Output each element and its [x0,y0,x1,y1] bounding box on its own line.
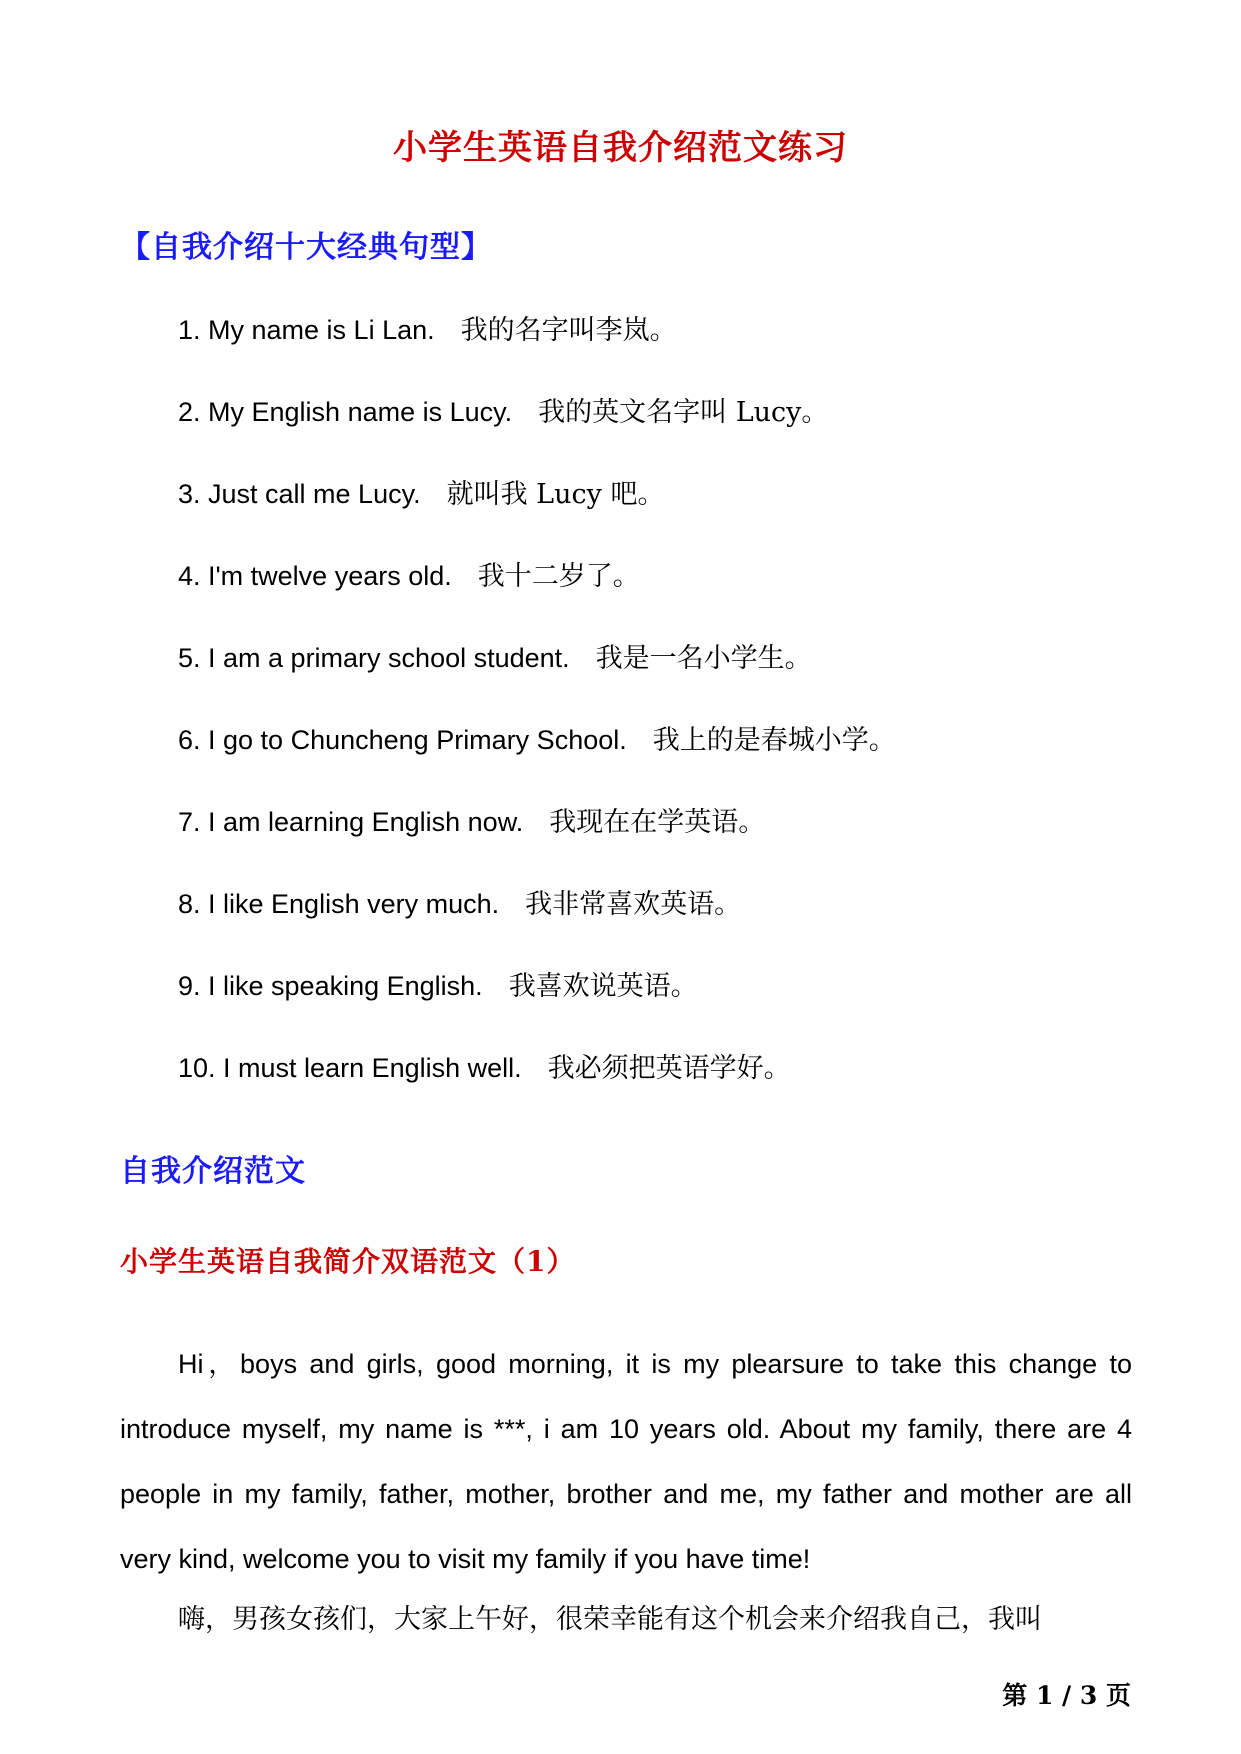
sentence-english: 2. My English name is Lucy. [178,397,513,427]
list-item [178,310,896,392]
sentence-english: 4. I'm twelve years old. [178,561,452,591]
list-item [178,884,896,966]
sentence-english: 9. I like speaking English. [178,971,483,1001]
list-item [178,474,896,556]
list-item [178,966,896,1048]
sentence-english: 5. I am a primary school student. [178,643,570,673]
sentence-english: 10. I must learn English well. [178,1053,522,1083]
sentence-english: 7. I am learning English now. [178,807,524,837]
list-item [178,638,896,720]
sentence-chinese: 我的英文名字叫 Lucy。 [538,397,829,428]
sentence-chinese: 我喜欢说英语。 [508,971,698,1002]
sentence-chinese: 就叫我 Lucy 吧。 [446,479,665,510]
essay-title: 小学生英语自我简介双语范文（1） [120,1245,576,1278]
essay-chinese-paragraph: 嗨，男孩女孩们，大家上午好，很荣幸能有这个机会来介绍我自己，我叫 [178,1604,1042,1635]
sentence-english: 6. I go to Chuncheng Primary School. [178,725,627,755]
list-item [178,392,896,474]
sentence-chinese: 我十二岁了。 [477,561,640,592]
essay-english-paragraph: Hi，boys and girls, good morning, it is my plearsure to take this change to introduce myself, my name is ***, i am 10 years old. About my family, there are 4 people in my family, father, mother, brother and me, my father and mother are all very kind, welcome you to visit my family if you have time! [120,1349,1132,1574]
sentence-chinese: 我必须把英语学好。 [547,1053,791,1084]
sentence-english: 3. Just call me Lucy. [178,479,421,509]
sentence-list [178,310,896,1130]
page-number: 第 1 / 3 页 [1002,1681,1131,1710]
list-item [178,802,896,884]
sentence-chinese: 我上的是春城小学。 [652,725,896,756]
sentence-chinese: 我非常喜欢英语。 [525,889,742,920]
list-item [178,1048,896,1130]
sentence-english: 8. I like English very much. [178,889,500,919]
section-heading: 【自我介绍十大经典句型】 [120,230,492,265]
document-title: 小学生英语自我介绍范文练习 [393,128,848,168]
sentence-chinese: 我的名字叫李岚。 [460,315,677,346]
sample-essays-heading: 自我介绍范文 [120,1154,306,1189]
sentence-chinese: 我现在在学英语。 [549,807,766,838]
list-item [178,720,896,802]
sentence-english: 1. My name is Li Lan. [178,315,435,345]
sentence-chinese: 我是一名小学生。 [595,643,812,674]
list-item [178,556,896,638]
